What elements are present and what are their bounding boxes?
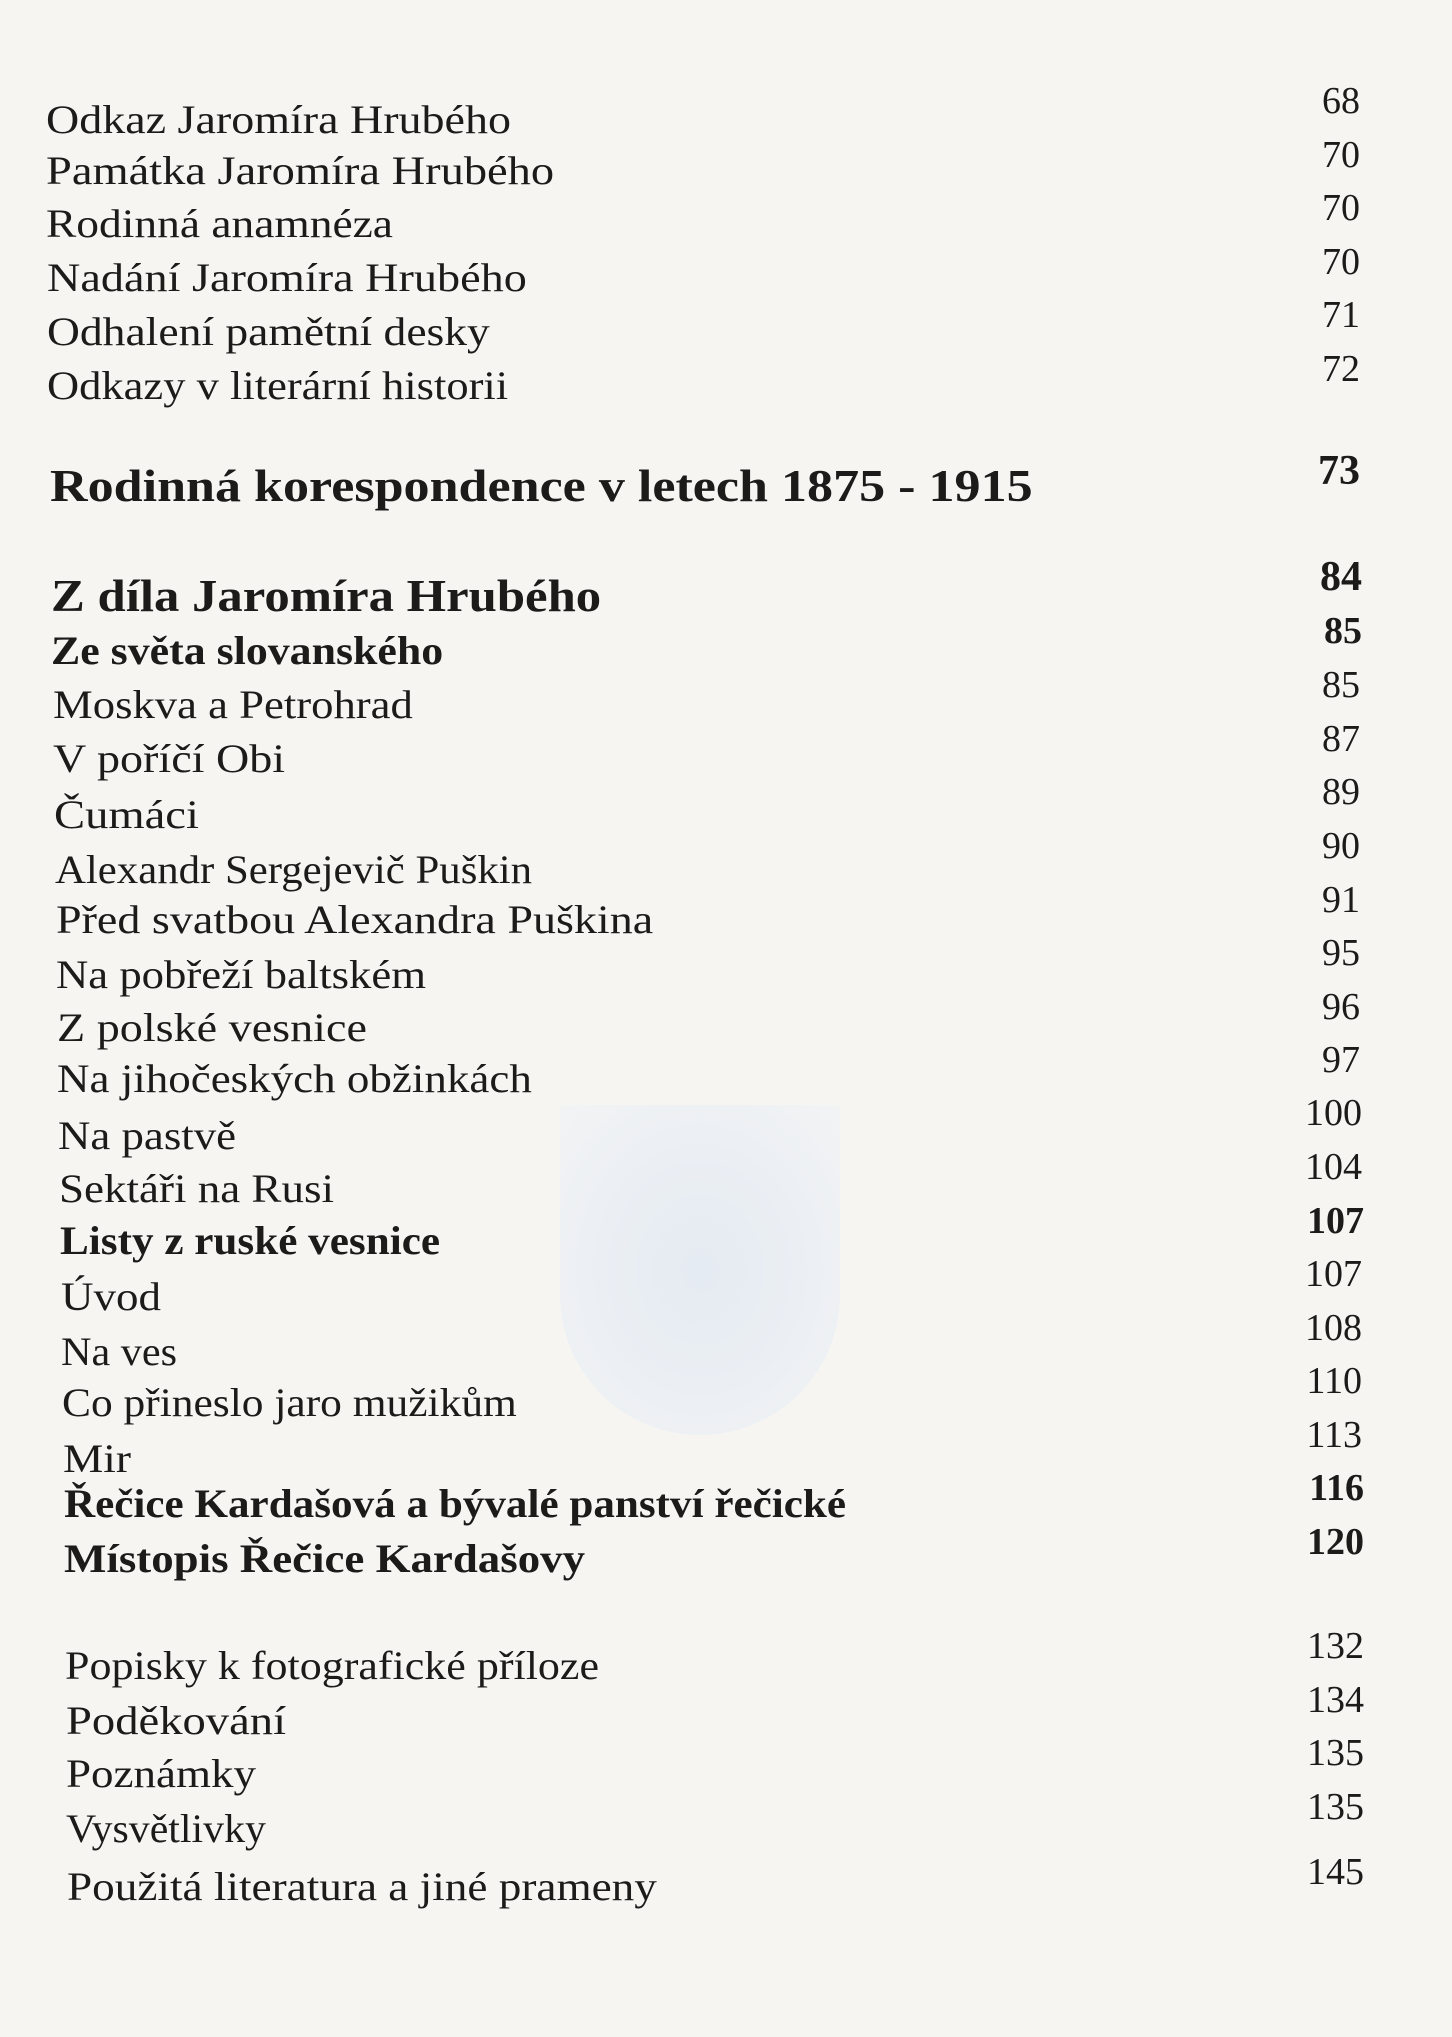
toc-entry-title: Na jihočeských obžinkách: [57, 1056, 532, 1101]
toc-entry-title: Místopis Řečice Kardašovy: [64, 1536, 586, 1581]
toc-entry-title: Ze světa slovanského: [51, 628, 444, 673]
toc-page-number: 104: [1305, 1146, 1362, 1188]
toc-page-number: 96: [1322, 986, 1360, 1028]
toc-page-number: 70: [1322, 241, 1360, 283]
toc-page-number: 135: [1307, 1732, 1364, 1774]
toc-entry-title: V poříčí Obi: [53, 736, 286, 781]
toc-page-number: 100: [1305, 1092, 1362, 1134]
toc-page-number: 90: [1322, 825, 1360, 867]
toc-entry-title: Odkaz Jaromíra Hrubého: [46, 97, 511, 142]
toc-page-number: 132: [1307, 1625, 1364, 1667]
toc-entry-title: Co přineslo jaro mužikům: [62, 1380, 517, 1425]
toc-entry-title: Moskva a Petrohrad: [53, 682, 413, 727]
toc-page-number: 73: [1318, 448, 1360, 494]
toc-page-number: 107: [1307, 1200, 1364, 1242]
toc-entry-title: Před svatbou Alexandra Puškina: [56, 897, 654, 942]
toc-entry-title: Rodinná anamnéza: [46, 201, 393, 246]
toc-page-number: 120: [1307, 1521, 1364, 1563]
toc-page-number: 116: [1309, 1467, 1364, 1509]
toc-entry-title: Použitá literatura a jiné prameny: [67, 1864, 657, 1909]
toc-entry-title: Na pastvě: [58, 1113, 237, 1158]
toc-page-number: 113: [1306, 1414, 1362, 1456]
toc-chapter-title: Rodinná korespondence v letech 1875 - 1915: [50, 460, 1033, 511]
toc-page-number: 89: [1322, 771, 1360, 813]
toc-entry-title: Na pobřeží baltském: [56, 952, 427, 997]
toc-page-number: 135: [1307, 1786, 1364, 1828]
toc-page-number: 71: [1322, 294, 1360, 336]
toc-entry-title: Popisky k fotografické příloze: [65, 1643, 599, 1688]
toc-page-number: 72: [1322, 348, 1360, 390]
toc-entry-title: Řečice Kardašová a bývalé panství řečické: [64, 1481, 847, 1526]
show-through-crest: [560, 1105, 840, 1435]
toc-entry-title: Úvod: [61, 1274, 162, 1319]
toc-entry-title: Odkazy v literární historii: [47, 363, 509, 408]
toc-page-number: 84: [1320, 554, 1362, 600]
toc-chapter-title: Z díla Jaromíra Hrubého: [51, 570, 602, 621]
toc-entry-title: Vysvětlivky: [66, 1806, 266, 1851]
toc-entry-title: Poděkování: [66, 1698, 287, 1743]
toc-page-number: 68: [1322, 80, 1360, 122]
toc-entry-title: Nadání Jaromíra Hrubého: [47, 255, 527, 300]
toc-entry-title: Čumáci: [54, 792, 199, 837]
toc-page-number: 110: [1306, 1360, 1362, 1402]
toc-page-number: 70: [1322, 187, 1360, 229]
toc-entry-title: Památka Jaromíra Hrubého: [46, 148, 555, 193]
toc-entry-title: Mir: [63, 1436, 131, 1481]
toc-page-number: 70: [1322, 134, 1360, 176]
toc-page-number: 85: [1324, 610, 1362, 652]
toc-entry-title: Alexandr Sergejevič Puškin: [55, 847, 533, 892]
toc-page-number: 108: [1305, 1307, 1362, 1349]
toc-page-number: 97: [1322, 1039, 1360, 1081]
toc-page-number: 134: [1307, 1679, 1364, 1721]
toc-entry-title: Sektáři na Rusi: [59, 1166, 334, 1211]
toc-entry-title: Listy z ruské vesnice: [60, 1218, 441, 1263]
toc-page-number: 145: [1307, 1851, 1364, 1893]
toc-entry-title: Na ves: [61, 1329, 178, 1374]
toc-page-number: 85: [1322, 664, 1360, 706]
toc-page-number: 107: [1305, 1253, 1362, 1295]
toc-entry-title: Z polské vesnice: [57, 1005, 367, 1050]
toc-entry-title: Odhalení pamětní desky: [47, 309, 490, 354]
toc-page-number: 95: [1322, 932, 1360, 974]
toc-page-number: 87: [1322, 718, 1360, 760]
toc-page-number: 91: [1322, 879, 1360, 921]
toc-entry-title: Poznámky: [66, 1751, 256, 1796]
